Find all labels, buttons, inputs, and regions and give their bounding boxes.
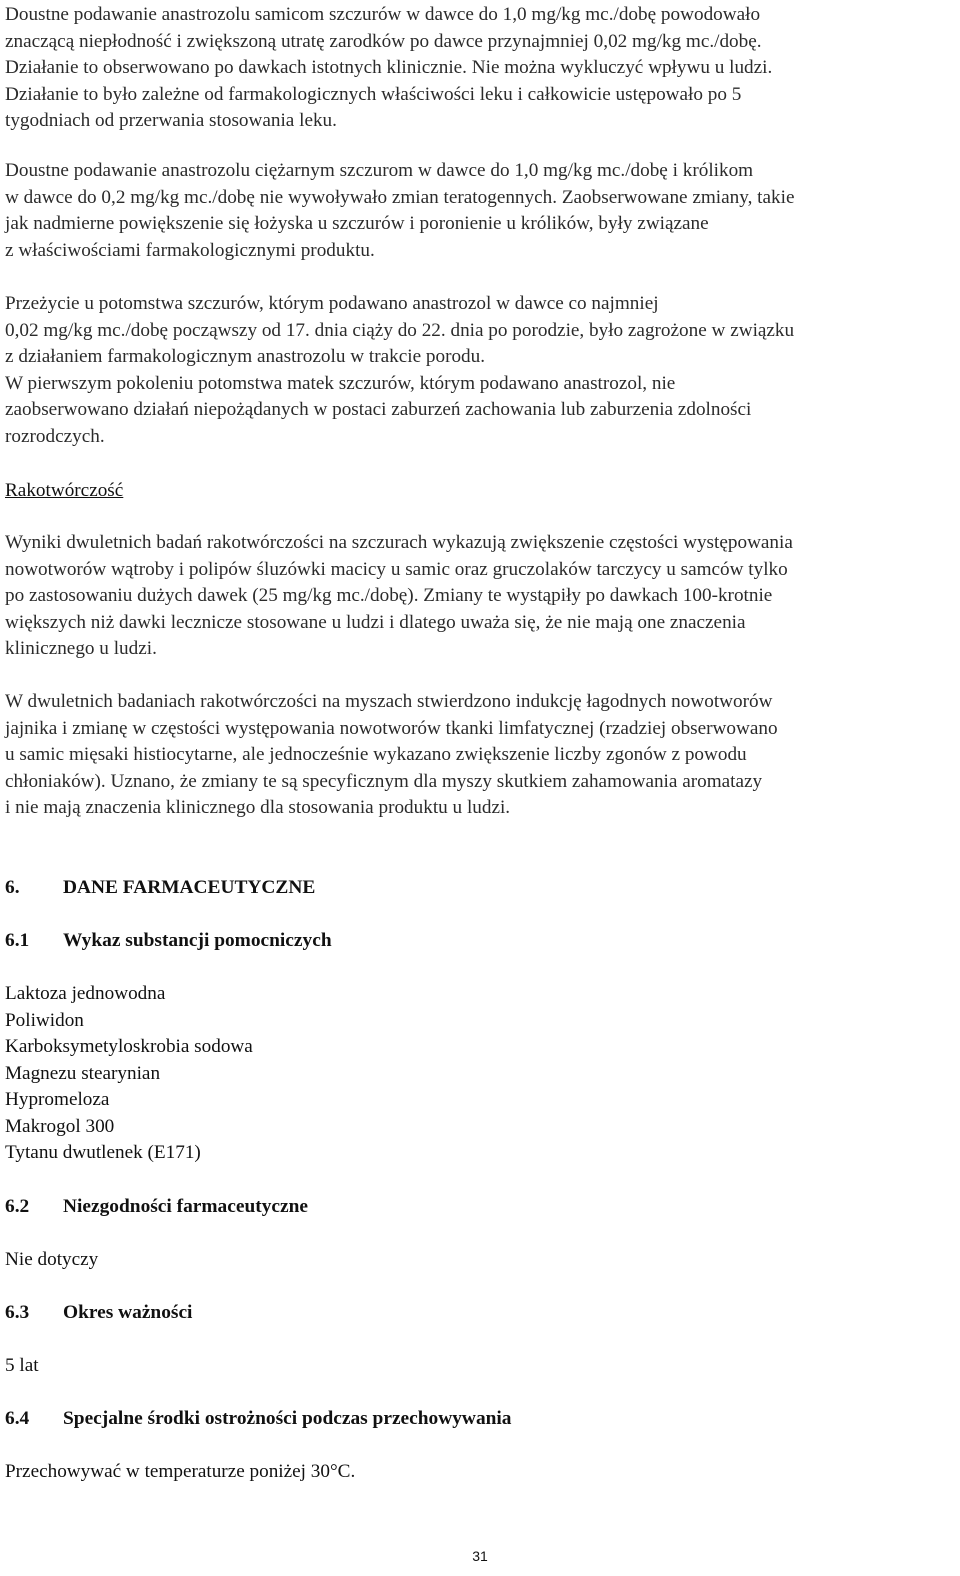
list-item: Poliwidon <box>5 1009 84 1031</box>
shelf-life-text: 5 lat <box>5 1355 39 1376</box>
section-number: 6.2 <box>5 1196 30 1217</box>
paragraph-fertility: Doustne podawanie anastrozolu samicom szczurów w dawce do 1,0 mg/kg mc./dobę powodowało znaczącą niepłodność i zwiększoną utratę zarodków po dawce przynajmniej 0,02 mg/kg mc./dobę. Działanie to obserwowano po dawkach istotnych klinicznie. Nie można wykluczyć wpływu u ludzi. Działanie to było zależne od farmakologicznych właściwości leku i całkowicie ustępowało po 5 tygodniach od przerwania stosowania leku. <box>5 4 773 131</box>
page-number: 31 <box>472 1548 488 1564</box>
section-title: Okres ważności <box>63 1302 193 1323</box>
section-title: Specjalne środki ostrożności podczas przechowywania <box>63 1408 512 1429</box>
section-number: 6.1 <box>5 930 30 951</box>
section-title: Niezgodności farmaceutyczne <box>63 1196 309 1217</box>
section-title: Wykaz substancji pomocniczych <box>63 930 332 951</box>
section-number: 6.4 <box>5 1408 30 1429</box>
paragraph-rat-carcinogenicity: Wyniki dwuletnich badań rakotwórczości na szczurach wykazują zwiększenie częstości występowania nowotworów wątroby i polipów śluzówki macicy u samic oraz gruczolaków tarczycy u samców tylko po zastosowaniu dużych dawek (25 mg/kg mc./dobę). Zmiany te wystąpiły po dawkach 100-krotnie większych niż dawki lecznicze stosowane u ludzi i dlatego uważa się, że nie mają one znaczenia klinicznego u ludzi. <box>5 532 793 659</box>
list-item: Karboksymetyloskrobia sodowa <box>5 1036 253 1057</box>
subheading-carcinogenicity: Rakotwórczość <box>5 480 124 501</box>
section-heading-6-4 <box>5 1406 512 1432</box>
paragraph-mouse-carcinogenicity: W dwuletnich badaniach rakotwórczości na myszach stwierdzono indukcję łagodnych nowotworów jajnika i zmianę w częstości występowania nowotworów tkanki limfatycznej (rzadziej obserwowano u samic mięsaki histiocytarne, ale jednocześnie wykazano zwiększenie liczby zgonów z powodu chłoniaków). Uznano, że zmiany te są specyficznym dla myszy skutkiem zahamowania aromatazy i nie mają znaczenia klinicznego dla stosowania produktu u ludzi. <box>5 691 778 818</box>
list-item: Hypromeloza <box>5 1089 110 1110</box>
section-title: DANE FARMACEUTYCZNE <box>63 877 316 898</box>
list-item: Makrogol 300 <box>5 1115 115 1137</box>
section-number: 6. <box>5 877 20 898</box>
list-item: Laktoza jednowodna <box>5 983 166 1004</box>
paragraph-offspring: Przeżycie u potomstwa szczurów, którym podawano anastrozol w dawce co najmniej 0,02 mg/kg mc./dobę począwszy od 17. dnia ciąży do 22. dnia po porodzie, było zagrożone w związku z działaniem farmakologicznym anastrozolu w trakcie porodu. W pierwszym pokoleniu potomstwa matek szczurów, którym podawano anastrozol, nie zaobserwowano działań niepożądanych w postaci zaburzeń zachowania lub zaburzenia zdolności rozrodczych. <box>5 293 795 447</box>
section-heading-6 <box>5 875 315 901</box>
section-heading-6-1 <box>5 928 332 954</box>
section-heading-6-2 <box>5 1194 308 1220</box>
list-item: Magnezu stearynian <box>5 1062 161 1084</box>
section-heading-6-3 <box>5 1300 192 1326</box>
section-number: 6.3 <box>5 1302 30 1323</box>
excipients-list <box>5 981 955 1167</box>
incompatibilities-text: Nie dotyczy <box>5 1249 99 1270</box>
storage-text: Przechowywać w temperaturze poniżej 30°C. <box>5 1461 356 1482</box>
paragraph-teratogenicity: Doustne podawanie anastrozolu ciężarnym szczurom w dawce do 1,0 mg/kg mc./dobę i królikom w dawce do 0,2 mg/kg mc./dobę nie wywoływało zmian teratogennych. Zaobserwowane zmiany, takie jak nadmierne powiększenie się łożyska u szczurów i poronienie u królików, były związane z właściwościami farmakologicznymi produktu. <box>5 160 795 261</box>
list-item: Tytanu dwutlenek (E171) <box>5 1142 201 1163</box>
